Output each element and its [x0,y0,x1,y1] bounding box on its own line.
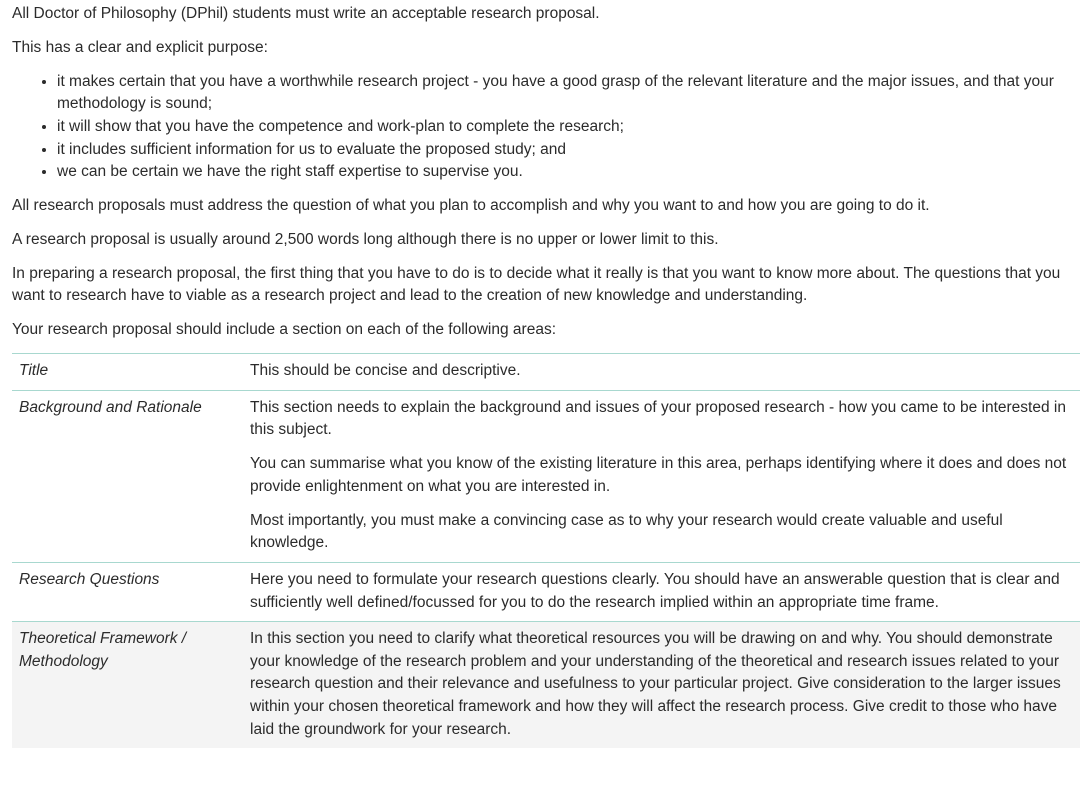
description-paragraph: Most importantly, you must make a convincing case as to why your research would create valuable and useful knowledge. [250,511,1003,552]
section-description [238,562,1080,621]
document-body [12,3,1080,748]
length-paragraph: A research proposal is usually around 2,500 words long although there is no upper or lower limit to this. [12,230,719,248]
section-label: Research Questions [12,562,238,621]
purpose-item: • it will show that you have the competence and work-plan to complete the research; [57,116,1080,139]
purpose-lead: This has a clear and explicit purpose: [12,38,268,56]
table-row [12,354,1080,391]
table-row [12,562,1080,621]
description-paragraph: In this section you need to clarify what theoretical resources you will be drawing on and why. You should demonstrate your knowledge of the research problem and your understanding of the theoretical and research issues related to your research question and their relevance and usefulness to your particular project. Give consideration to the larger issues within your chosen theoretical framework and how they will affect the research process. Give credit to those who have laid the groundwork for your research. [250,630,1061,738]
purpose-list [12,71,1080,184]
intro-paragraph: All Doctor of Philosophy (DPhil) students must write an acceptable research proposal. [12,5,600,22]
proposal-sections-table [12,353,1080,748]
description-paragraph: You can summarise what you know of the existing literature in this area, perhaps identifying where it does and does not provide enlightenment on what you are interested in. [250,455,1067,495]
section-description [238,390,1080,562]
purpose-item: • it includes sufficient information for us to evaluate the proposed study; and [57,139,1080,162]
description-paragraph: This should be concise and descriptive. [250,362,521,380]
purpose-item: • we can be certain we have the right staff expertise to supervise you. [57,161,1080,184]
description-paragraph: Here you need to formulate your research questions clearly. You should have an answerable question that is clear and sufficiently well defined/focussed for you to do the research implied within an appropriate time frame. [250,570,1060,611]
section-description [238,622,1080,748]
table-row [12,622,1080,748]
purpose-item: • it makes certain that you have a worthwhile research project - you have a good grasp of the relevant literature and the major issues, and that your methodology is sound; [57,71,1080,116]
table-row [12,390,1080,562]
description-paragraph: This section needs to explain the background and issues of your proposed research - how you came to be interested in this subject. [250,398,1066,439]
sections-lead: Your research proposal should include a section on each of the following areas: [12,321,556,339]
section-label: Title [12,354,238,391]
section-description [238,354,1080,391]
preparation-paragraph: In preparing a research proposal, the first thing that you have to do is to decide what it really is that you want to know more about. The questions that you want to research have to viable as a research project and lead to the creation of new knowledge and understanding. [12,264,1061,305]
section-label: Theoretical Framework / Methodology [12,622,238,748]
requirements-paragraph: All research proposals must address the question of what you plan to accomplish and why you want to and how you are going to do it. [12,197,930,215]
section-label: Background and Rationale [12,390,238,562]
